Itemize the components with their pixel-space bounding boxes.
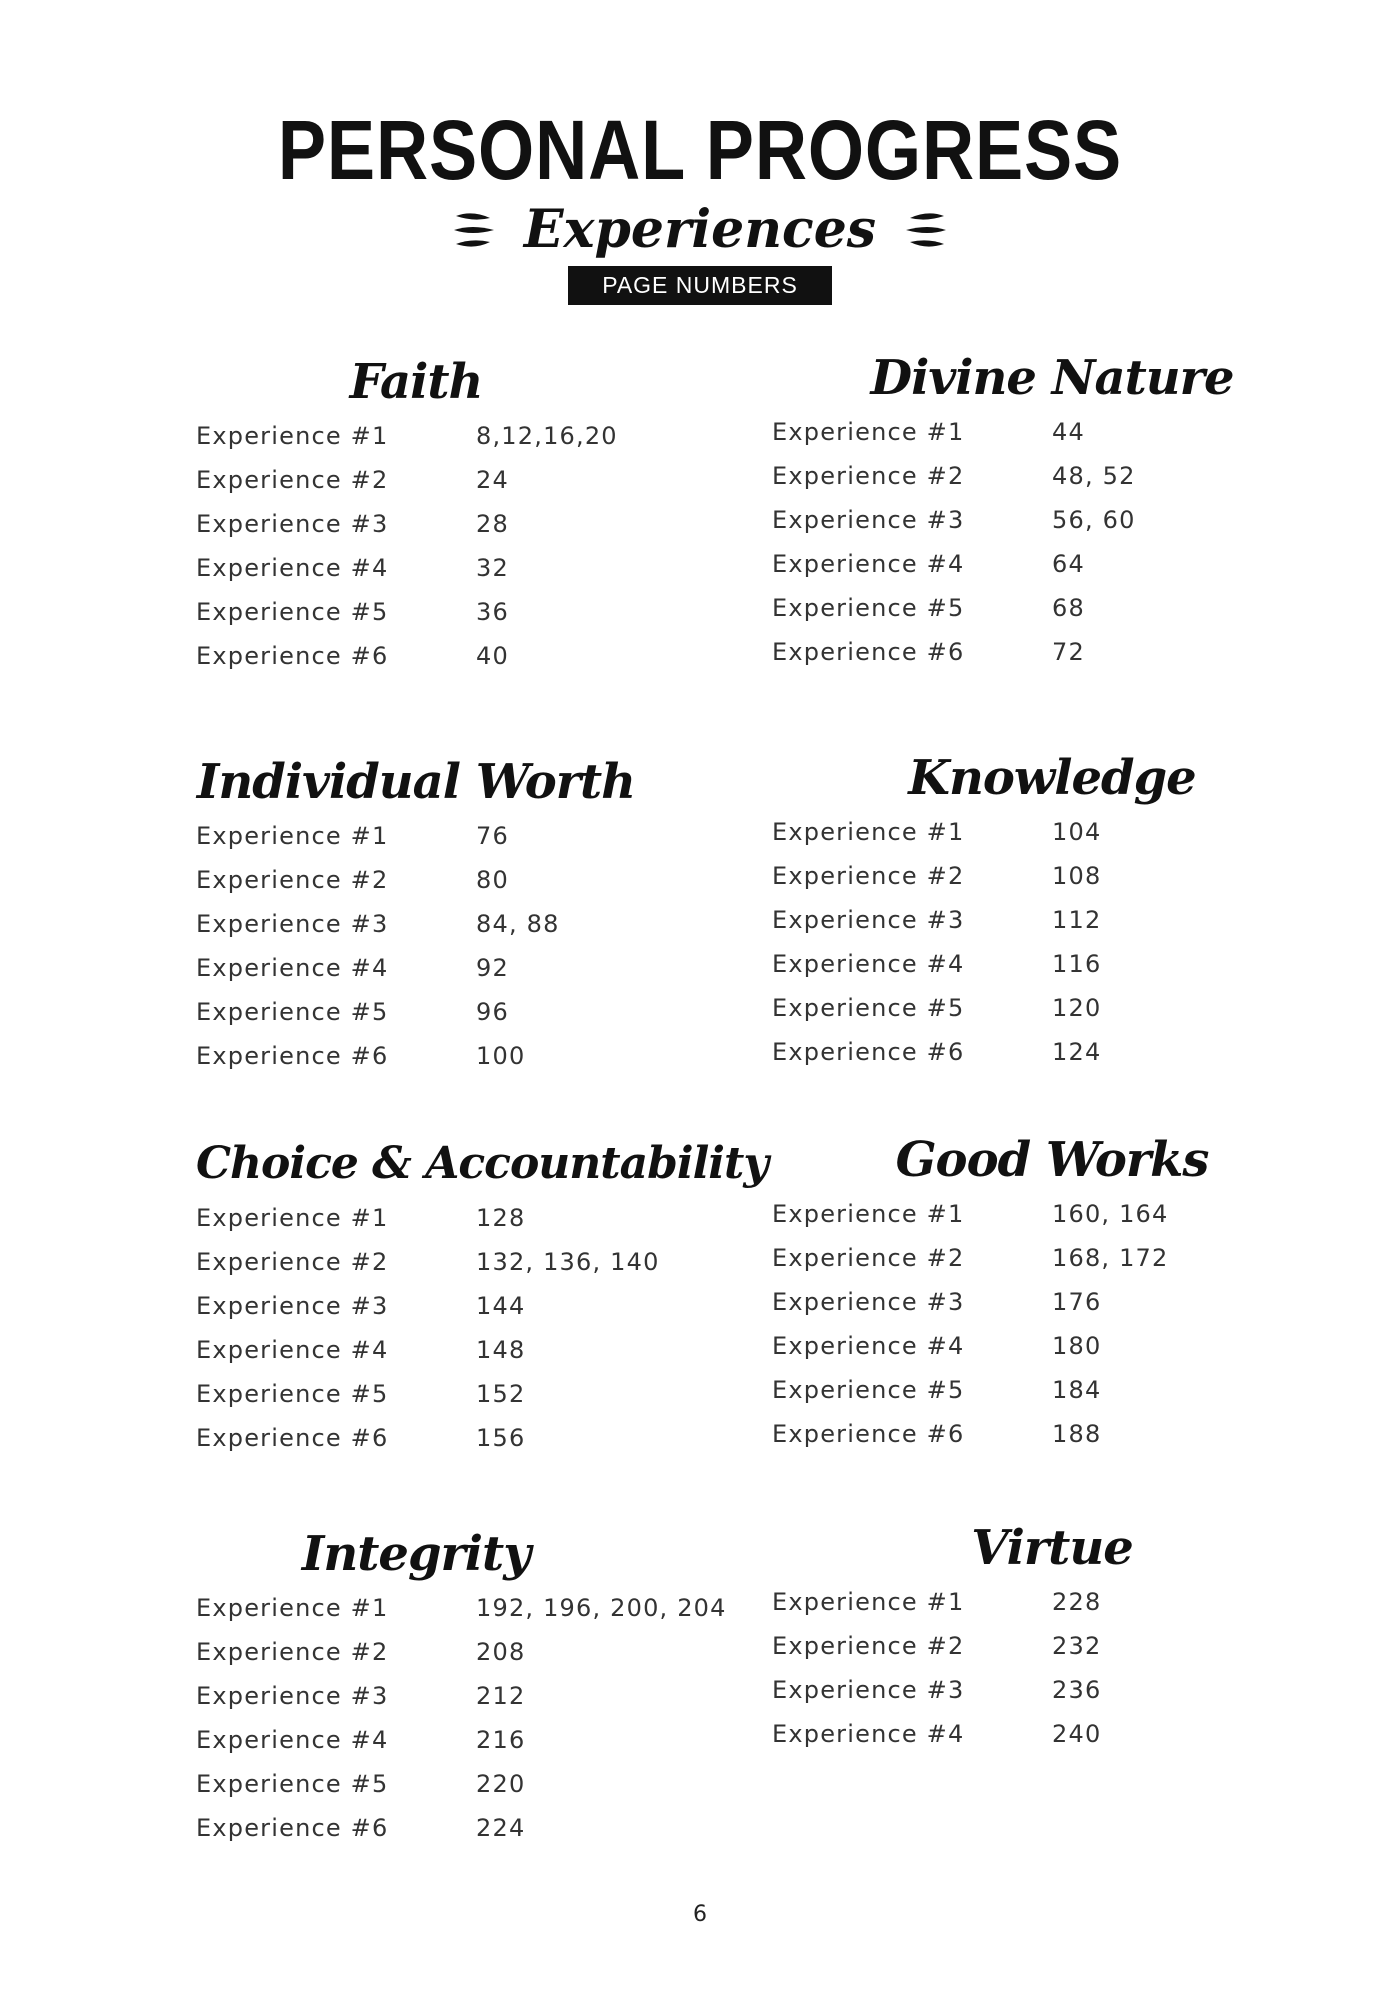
- page-numbers: 84, 88: [476, 910, 560, 938]
- page-numbers: 184: [1052, 1376, 1102, 1404]
- list-item: [196, 1630, 756, 1674]
- list-item: [772, 1624, 1332, 1668]
- page-numbers: 152: [476, 1380, 526, 1408]
- list-item: [196, 634, 756, 678]
- section-knowledge: [772, 748, 1332, 1074]
- list-item: [772, 1712, 1332, 1756]
- experience-label: Experience #3: [772, 1676, 965, 1704]
- section-title: Choice & Accountability: [196, 1138, 768, 1189]
- experience-label: Experience #1: [196, 822, 389, 850]
- list-item: [772, 498, 1332, 542]
- section-good-works: [772, 1130, 1332, 1456]
- experience-label: Experience #1: [772, 1200, 965, 1228]
- page-numbers: 92: [476, 954, 509, 982]
- experience-list: [772, 1580, 1332, 1756]
- experience-label: Experience #6: [196, 642, 389, 670]
- experience-label: Experience #1: [196, 1594, 389, 1622]
- section-faith: [196, 352, 756, 678]
- experience-label: Experience #5: [196, 998, 389, 1026]
- page-numbers: 44: [1052, 418, 1085, 446]
- list-item: [196, 902, 756, 946]
- list-item: [196, 814, 756, 858]
- list-item: [196, 414, 756, 458]
- page-numbers: 56, 60: [1052, 506, 1136, 534]
- list-item: [196, 1240, 756, 1284]
- experience-label: Experience #2: [196, 466, 389, 494]
- section-title: Knowledge: [908, 750, 1196, 806]
- experience-label: Experience #1: [196, 1204, 389, 1232]
- experience-label: Experience #6: [196, 1814, 389, 1842]
- page-numbers: 72: [1052, 638, 1085, 666]
- list-item: [772, 1324, 1332, 1368]
- list-item: [772, 454, 1332, 498]
- page-numbers: 64: [1052, 550, 1085, 578]
- list-item: [772, 810, 1332, 854]
- page-numbers: 236: [1052, 1676, 1102, 1704]
- page-numbers: 176: [1052, 1288, 1102, 1316]
- list-item: [772, 898, 1332, 942]
- page-numbers: 132, 136, 140: [476, 1248, 660, 1276]
- experience-label: Experience #3: [196, 1682, 389, 1710]
- page-numbers: 48, 52: [1052, 462, 1136, 490]
- experience-label: Experience #4: [196, 1726, 389, 1754]
- list-item: [196, 946, 756, 990]
- experience-label: Experience #6: [196, 1042, 389, 1070]
- page-numbers: 76: [476, 822, 509, 850]
- experience-label: Experience #3: [772, 906, 965, 934]
- page-numbers: 112: [1052, 906, 1102, 934]
- experience-label: Experience #4: [772, 1332, 965, 1360]
- experience-label: Experience #5: [772, 994, 965, 1022]
- list-item: [196, 1586, 756, 1630]
- page-numbers: 124: [1052, 1038, 1102, 1066]
- page-numbers: 240: [1052, 1720, 1102, 1748]
- experience-label: Experience #6: [772, 638, 965, 666]
- page-numbers: 212: [476, 1682, 526, 1710]
- experience-label: Experience #4: [772, 950, 965, 978]
- list-item: [196, 1372, 756, 1416]
- experience-label: Experience #6: [196, 1424, 389, 1452]
- experience-label: Experience #3: [196, 910, 389, 938]
- list-item: [772, 1368, 1332, 1412]
- page-numbers: 8,12,16,20: [476, 422, 618, 450]
- list-item: [196, 1328, 756, 1372]
- section-title: Integrity: [301, 1526, 531, 1582]
- page-numbers-badge: PAGE NUMBERS: [568, 266, 832, 305]
- page-numbers: 168, 172: [1052, 1244, 1169, 1272]
- experience-label: Experience #2: [772, 462, 965, 490]
- page-numbers: 156: [476, 1424, 526, 1452]
- experience-label: Experience #5: [196, 598, 389, 626]
- experience-label: Experience #2: [772, 862, 965, 890]
- page-numbers: 224: [476, 1814, 526, 1842]
- page-numbers: 32: [476, 554, 509, 582]
- experience-label: Experience #3: [196, 1292, 389, 1320]
- experience-label: Experience #2: [196, 866, 389, 894]
- page-numbers: 228: [1052, 1588, 1102, 1616]
- list-item: [196, 546, 756, 590]
- experience-label: Experience #5: [772, 1376, 965, 1404]
- experience-label: Experience #4: [196, 954, 389, 982]
- list-item: [196, 590, 756, 634]
- experience-label: Experience #6: [772, 1038, 965, 1066]
- page-numbers: 24: [476, 466, 509, 494]
- page-numbers: 104: [1052, 818, 1102, 846]
- experience-label: Experience #5: [772, 594, 965, 622]
- list-item: [196, 502, 756, 546]
- section-choice-accountability: [196, 1134, 768, 1460]
- list-item: [772, 1192, 1332, 1236]
- experience-label: Experience #2: [772, 1244, 965, 1272]
- list-item: [772, 1668, 1332, 1712]
- page-numbers: 144: [476, 1292, 526, 1320]
- list-item: [772, 586, 1332, 630]
- list-item: [772, 1580, 1332, 1624]
- page-numbers: 96: [476, 998, 509, 1026]
- experience-label: Experience #1: [772, 418, 965, 446]
- list-item: [772, 1030, 1332, 1074]
- list-item: [772, 542, 1332, 586]
- section-individual-worth: [196, 752, 756, 1078]
- page-subtitle: Experiences: [523, 199, 877, 260]
- experience-label: Experience #4: [772, 1720, 965, 1748]
- experience-label: Experience #4: [196, 1336, 389, 1364]
- experience-label: Experience #3: [196, 510, 389, 538]
- list-item: [196, 1806, 756, 1850]
- page-numbers: 208: [476, 1638, 526, 1666]
- section-virtue: [772, 1518, 1332, 1756]
- list-item: [196, 990, 756, 1034]
- experience-list: [772, 1192, 1332, 1456]
- list-item: [772, 1280, 1332, 1324]
- section-title: Faith: [349, 354, 483, 410]
- experience-label: Experience #1: [196, 422, 389, 450]
- right-leaf-flourish-icon: [898, 208, 950, 252]
- list-item: [772, 410, 1332, 454]
- section-divine-nature: [772, 348, 1332, 674]
- experience-list: [196, 414, 756, 678]
- experience-label: Experience #1: [772, 1588, 965, 1616]
- section-integrity: [196, 1524, 756, 1850]
- experience-label: Experience #6: [772, 1420, 965, 1448]
- experience-label: Experience #2: [772, 1632, 965, 1660]
- experience-label: Experience #3: [772, 506, 965, 534]
- section-title: Good Works: [895, 1132, 1209, 1188]
- page-numbers: 216: [476, 1726, 526, 1754]
- experience-list: [196, 1196, 756, 1460]
- page-numbers: 100: [476, 1042, 526, 1070]
- page-numbers: 108: [1052, 862, 1102, 890]
- experience-label: Experience #3: [772, 1288, 965, 1316]
- left-leaf-flourish-icon: [450, 208, 502, 252]
- list-item: [196, 1284, 756, 1328]
- page-numbers: 68: [1052, 594, 1085, 622]
- page-numbers: 116: [1052, 950, 1102, 978]
- list-item: [196, 458, 756, 502]
- section-title: Divine Nature: [870, 350, 1234, 406]
- experience-list: [196, 814, 756, 1078]
- experience-list: [772, 810, 1332, 1074]
- page-numbers: 232: [1052, 1632, 1102, 1660]
- list-item: [196, 1034, 756, 1078]
- experience-label: Experience #2: [196, 1248, 389, 1276]
- page-numbers: 128: [476, 1204, 526, 1232]
- experience-list: [772, 410, 1332, 674]
- page-numbers: 120: [1052, 994, 1102, 1022]
- page-numbers: 80: [476, 866, 509, 894]
- list-item: [772, 854, 1332, 898]
- page-numbers: 192, 196, 200, 204: [476, 1594, 727, 1622]
- page-numbers: 36: [476, 598, 509, 626]
- experience-list: [196, 1586, 756, 1850]
- list-item: [196, 1674, 756, 1718]
- list-item: [772, 986, 1332, 1030]
- list-item: [772, 942, 1332, 986]
- experience-label: Experience #1: [772, 818, 965, 846]
- page-numbers: 148: [476, 1336, 526, 1364]
- experience-label: Experience #5: [196, 1380, 389, 1408]
- section-title: Virtue: [971, 1520, 1133, 1576]
- page-number: 6: [693, 1902, 707, 1927]
- list-item: [196, 1416, 756, 1460]
- section-title: Individual Worth: [196, 754, 636, 810]
- experience-label: Experience #5: [196, 1770, 389, 1798]
- experience-label: Experience #4: [772, 550, 965, 578]
- list-item: [196, 858, 756, 902]
- list-item: [772, 1412, 1332, 1456]
- page-numbers: 40: [476, 642, 509, 670]
- page-header: [0, 103, 1400, 305]
- page-numbers: 180: [1052, 1332, 1102, 1360]
- list-item: [196, 1196, 756, 1240]
- experience-label: Experience #2: [196, 1638, 389, 1666]
- list-item: [772, 1236, 1332, 1280]
- list-item: [196, 1762, 756, 1806]
- list-item: [196, 1718, 756, 1762]
- list-item: [772, 630, 1332, 674]
- subtitle-row: [0, 200, 1400, 260]
- page-title: PERSONAL PROGRESS: [277, 103, 1123, 197]
- experience-label: Experience #4: [196, 554, 389, 582]
- page-numbers: 220: [476, 1770, 526, 1798]
- page-numbers: 188: [1052, 1420, 1102, 1448]
- page-numbers: 28: [476, 510, 509, 538]
- page-numbers: 160, 164: [1052, 1200, 1169, 1228]
